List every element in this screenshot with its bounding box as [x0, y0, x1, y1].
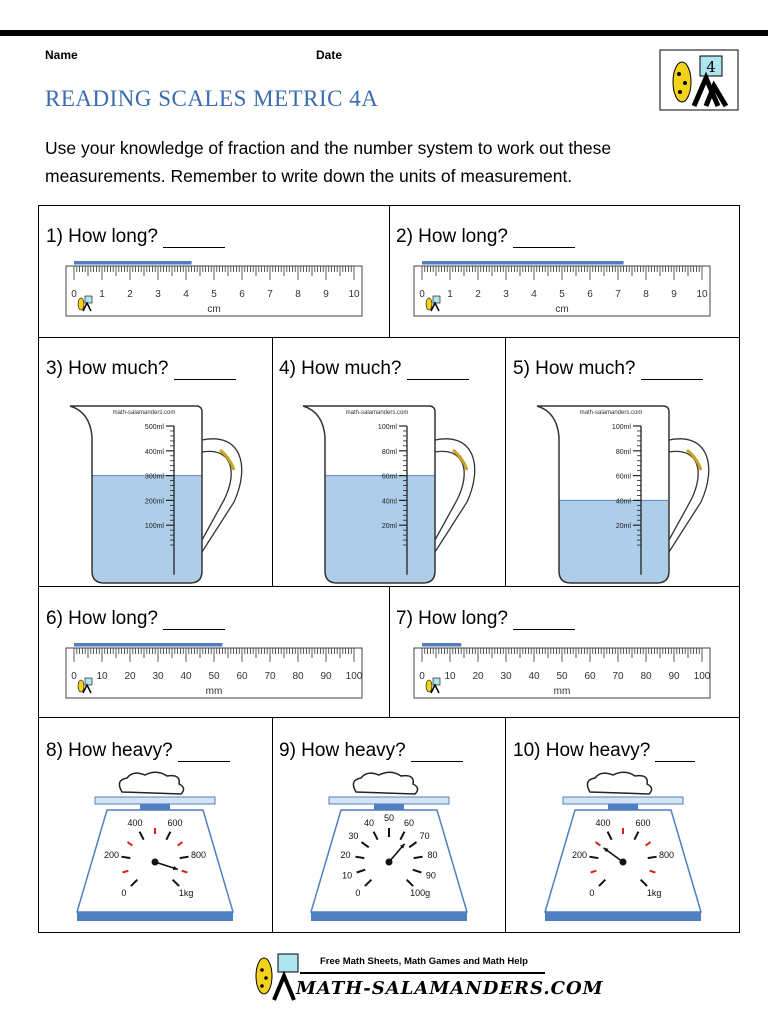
dial-pivot	[152, 859, 159, 866]
ruler-tick-label: 10	[444, 671, 456, 682]
dial-label: 0	[121, 888, 127, 899]
ruler-tick-label: 4	[531, 289, 537, 300]
ruler-tick-label: 90	[320, 671, 332, 682]
scale-tick-label: 100ml	[144, 523, 164, 531]
scale-neck	[140, 804, 170, 810]
ruler-tick-label: 50	[556, 671, 568, 682]
answer-blank[interactable]	[407, 379, 469, 380]
name-label: Name	[45, 48, 78, 62]
ruler-tick-label: 60	[584, 671, 596, 682]
question-label: 2) How long?	[396, 226, 508, 247]
question-8	[46, 740, 230, 762]
scale-pan	[563, 797, 683, 804]
footer-brand[interactable]: MATH-SALAMANDERS.COM	[296, 978, 604, 999]
ruler-tick-label: 0	[71, 671, 77, 682]
ruler-tick-label: 80	[640, 671, 652, 682]
grid-border-left	[38, 205, 39, 933]
dial-tick	[414, 857, 423, 858]
question-label: 1) How long?	[46, 226, 158, 247]
dial-label: 400	[127, 817, 143, 828]
ruler-tick-label: 40	[528, 671, 540, 682]
question-label: 7) How long?	[396, 608, 508, 629]
ruler-logo	[426, 680, 432, 692]
ruler-tick-label: 20	[124, 671, 136, 682]
ruler-tick-label: 40	[180, 671, 192, 682]
ruler-2	[413, 258, 713, 318]
food-on-scale	[587, 772, 651, 794]
question-1	[46, 226, 225, 248]
question-label: 3) How much?	[46, 358, 169, 379]
scale-base	[545, 912, 701, 921]
ruler-tick-label: 3	[503, 289, 509, 300]
ruler-tick-label: 9	[671, 289, 677, 300]
measured-bar	[422, 261, 624, 265]
jug-3	[62, 400, 252, 585]
question-label: 5) How much?	[513, 358, 636, 379]
jug-site-label: math-salamanders.com	[345, 410, 409, 416]
top-rule	[0, 30, 768, 36]
ruler-tick-label: 10	[696, 289, 708, 300]
ruler-logo	[85, 678, 92, 685]
footer-divider	[300, 972, 545, 974]
ruler-tick-label: 5	[211, 289, 217, 300]
ruler-tick-label: 6	[239, 289, 245, 300]
scale-tick-label: 300ml	[144, 473, 164, 481]
scale-10	[543, 772, 703, 922]
dial-tick	[121, 857, 130, 858]
dial-label: 200	[104, 850, 120, 861]
ruler-tick-label: 6	[587, 289, 593, 300]
ruler-tick-label: 90	[668, 671, 680, 682]
scale-tick-label: 20ml	[381, 523, 397, 531]
ruler-tick-label: 2	[127, 289, 133, 300]
dial-label: 600	[167, 817, 183, 828]
ruler-logo	[78, 298, 84, 310]
question-6	[46, 608, 225, 630]
answer-blank[interactable]	[411, 761, 463, 762]
ruler-logo	[433, 678, 440, 685]
measured-bar	[422, 643, 461, 647]
scale-neck	[374, 804, 404, 810]
jug-handle	[669, 439, 709, 552]
grid-col-divider	[272, 337, 273, 586]
scale-base	[311, 912, 467, 921]
answer-blank[interactable]	[178, 761, 230, 762]
scale-tick-label: 200ml	[144, 498, 164, 506]
jug-4	[295, 400, 485, 585]
ruler-unit-label: cm	[555, 304, 569, 315]
ruler-tick-label: 0	[71, 289, 77, 300]
scale-tick-label: 80ml	[615, 448, 631, 456]
answer-blank[interactable]	[641, 379, 703, 380]
ruler-tick-label: 30	[152, 671, 164, 682]
ruler-tick-label: 10	[348, 289, 360, 300]
ruler-tick-label: 30	[500, 671, 512, 682]
dial-label: 800	[658, 850, 674, 861]
jug-handle	[202, 439, 242, 552]
ruler-tick-label: 7	[615, 289, 621, 300]
worksheet-title: READING SCALES METRIC 4A	[45, 86, 379, 111]
scale-neck	[608, 804, 638, 810]
ruler-tick-label: 3	[155, 289, 161, 300]
ruler-tick-label: 60	[236, 671, 248, 682]
dial-label: 60	[403, 817, 414, 828]
scale-9	[309, 772, 469, 922]
answer-blank[interactable]	[163, 247, 225, 248]
dial-pivot	[620, 859, 627, 866]
grid-row-divider	[38, 717, 740, 718]
dial-tick	[648, 857, 657, 858]
dial-pivot	[386, 859, 393, 866]
question-7	[396, 608, 575, 630]
scale-tick-label: 80ml	[381, 448, 397, 456]
ruler-tick-label: 8	[295, 289, 301, 300]
question-label: 4) How much?	[279, 358, 402, 379]
dial-label: 20	[340, 850, 351, 861]
instructions: Use your knowledge of fraction and the number system to work out these measurements. Remember to write down the units of measurement.	[45, 138, 612, 186]
ruler-tick-label: 0	[419, 671, 425, 682]
ruler-unit-label: cm	[207, 304, 221, 315]
ruler-7	[413, 640, 713, 700]
ruler-logo	[426, 298, 432, 310]
food-on-scale	[119, 772, 183, 794]
answer-blank[interactable]	[163, 629, 225, 630]
scale-8	[75, 772, 235, 922]
grid-row-divider	[38, 337, 740, 338]
ruler-6	[65, 640, 365, 700]
ruler-tick-label: 50	[208, 671, 220, 682]
dial-label: 70	[419, 831, 430, 842]
dial-label: 800	[190, 850, 206, 861]
scale-tick-label: 40ml	[381, 498, 397, 506]
question-4	[279, 358, 469, 380]
grid-border-right	[739, 205, 740, 933]
jug-site-label: math-salamanders.com	[112, 410, 176, 416]
ruler-tick-label: 80	[292, 671, 304, 682]
ruler-tick-label: 10	[96, 671, 108, 682]
food-on-scale	[353, 772, 417, 794]
ruler-tick-label: 20	[472, 671, 484, 682]
question-3	[46, 358, 236, 380]
ruler-unit-label: mm	[205, 686, 223, 697]
dial-tick	[589, 857, 598, 858]
ruler-tick-label: 100	[693, 671, 711, 682]
answer-blank[interactable]	[174, 379, 236, 380]
scale-pan	[95, 797, 215, 804]
salamander-logo	[660, 50, 738, 110]
question-label: 9) How heavy?	[279, 740, 406, 761]
jug-handle	[435, 439, 475, 552]
grid-col-divider	[272, 717, 273, 932]
grid-col-divider	[389, 205, 390, 337]
ruler-tick-label: 8	[643, 289, 649, 300]
dial-label: 1kg	[646, 888, 662, 899]
answer-blank[interactable]	[513, 247, 575, 248]
ruler-tick-label: 0	[419, 289, 425, 300]
ruler-logo	[85, 296, 92, 303]
date-label: Date	[316, 48, 343, 62]
footer-tagline: Free Math Sheets, Math Games and Math Help	[320, 956, 528, 967]
question-5	[513, 358, 703, 380]
ruler-tick-label: 70	[264, 671, 276, 682]
ruler-1	[65, 258, 365, 318]
dial-label: 40	[364, 817, 375, 828]
dial-label: 0	[589, 888, 595, 899]
question-10	[513, 740, 695, 762]
grid-border-bottom	[38, 932, 740, 933]
scale-tick-label: 60ml	[615, 473, 631, 481]
ruler-tick-label: 7	[267, 289, 273, 300]
dial-label: 200	[572, 850, 588, 861]
scale-base	[77, 912, 233, 921]
dial-label: 100g	[410, 888, 431, 899]
dial-label: 50	[383, 813, 395, 823]
question-label: 10) How heavy?	[513, 740, 651, 761]
ruler-tick-label: 4	[183, 289, 189, 300]
scale-pan	[329, 797, 449, 804]
dial-label: 10	[342, 870, 353, 881]
dial-label: 0	[355, 888, 361, 899]
answer-blank[interactable]	[513, 629, 575, 630]
answer-blank[interactable]	[655, 761, 695, 762]
grid-col-divider	[505, 717, 506, 932]
scale-tick-label: 20ml	[615, 523, 631, 531]
dial-label: 90	[425, 870, 436, 881]
question-9	[279, 740, 463, 762]
dial-tick	[355, 857, 364, 858]
ruler-tick-label: 9	[323, 289, 329, 300]
ruler-tick-label: 100	[345, 671, 363, 682]
ruler-logo	[433, 296, 440, 303]
dial-label: 400	[595, 817, 611, 828]
liquid	[559, 500, 669, 583]
question-label: 6) How long?	[46, 608, 158, 629]
jug-site-label: math-salamanders.com	[579, 410, 643, 416]
ruler-logo	[78, 680, 84, 692]
dial-label: 80	[427, 850, 438, 861]
ruler-unit-label: mm	[553, 686, 571, 697]
ruler-tick-label: 5	[559, 289, 565, 300]
measured-bar	[74, 261, 192, 265]
question-label: 8) How heavy?	[46, 740, 173, 761]
dial-label: 30	[348, 831, 359, 842]
jug-5	[529, 400, 719, 585]
scale-tick-label: 100ml	[611, 424, 631, 431]
ruler-tick-label: 1	[447, 289, 453, 300]
ruler-tick-label: 2	[475, 289, 481, 300]
scale-tick-label: 60ml	[381, 473, 397, 481]
ruler-tick-label: 70	[612, 671, 624, 682]
grid-col-divider	[505, 337, 506, 586]
logo-badge: 4	[706, 58, 716, 76]
scale-tick-label: 40ml	[615, 498, 631, 506]
dial-label: 600	[635, 817, 651, 828]
dial-tick	[180, 857, 189, 858]
grid-col-divider	[389, 586, 390, 717]
scale-tick-label: 500ml	[144, 424, 164, 431]
measured-bar	[74, 643, 222, 647]
dial-label: 1kg	[178, 888, 194, 899]
question-2	[396, 226, 575, 248]
ruler-tick-label: 1	[99, 289, 105, 300]
scale-tick-label: 100ml	[377, 424, 397, 431]
scale-tick-label: 400ml	[144, 448, 164, 456]
liquid	[325, 473, 435, 583]
